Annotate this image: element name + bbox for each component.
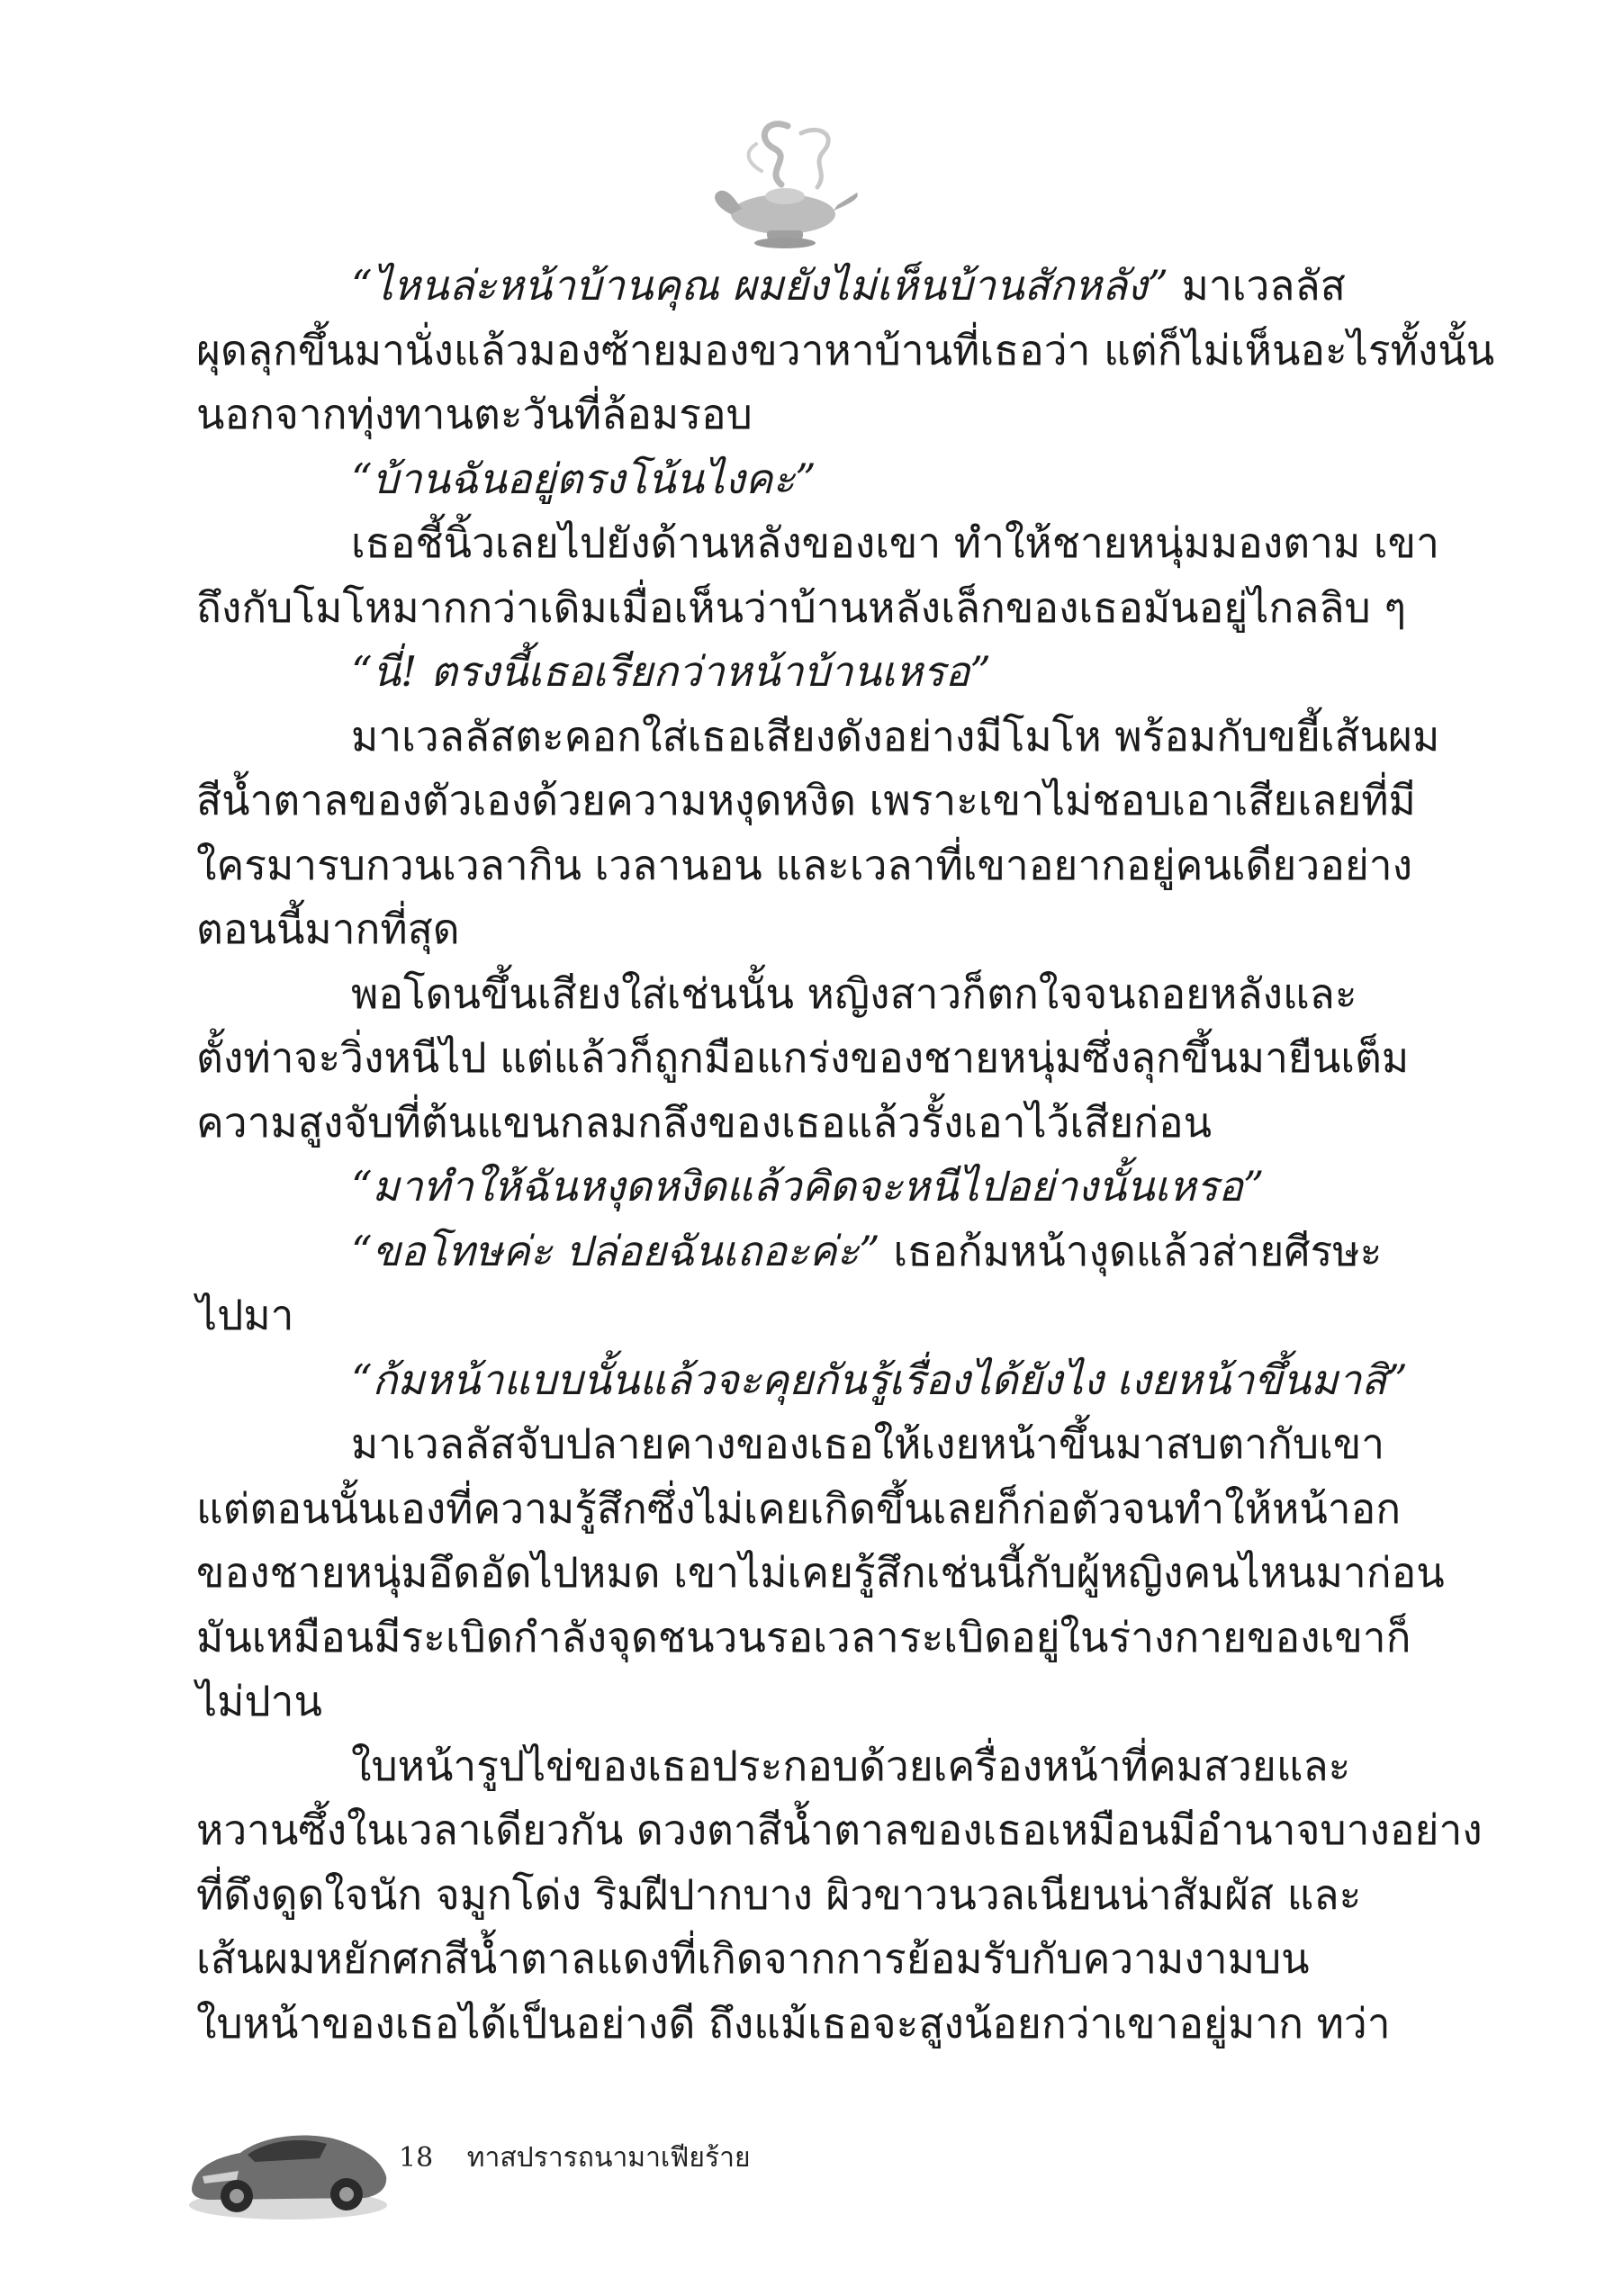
narration-text: ไปมา — [196, 1291, 294, 1339]
narration-text: มันเหมือนมีระเบิดกำลังจุดชนวนรอเวลาระเบิดอยู่ในร่างกายของเขาก็ — [196, 1612, 1411, 1661]
text-line — [196, 962, 1357, 1027]
body-text — [196, 254, 1495, 2056]
dialogue-text: “มาทำให้ฉันหงุดหงิดแล้วคิดจะหนีไปอย่างนั้นเหรอ” — [351, 1162, 1265, 1211]
dialogue-text: “ไหนล่ะหน้าบ้านคุณ ผมยังไม่เห็นบ้านสักหลัง” — [351, 261, 1168, 310]
narration-text: เส้นผมหยักศกสีน้ำตาลแดงที่เกิดจากการย้อมรับกับความงามบน — [196, 1934, 1310, 1983]
narration-text: นอกจากทุ่งทานตะวันที่ล้อมรอบ — [196, 390, 753, 438]
text-line — [196, 1477, 1402, 1542]
text-line — [196, 640, 1330, 705]
text-line — [196, 1670, 1330, 1734]
text-line — [196, 1026, 1410, 1091]
text-line — [196, 1348, 1408, 1413]
text-line — [196, 1863, 1362, 1928]
book-title: ทาสปรารถนามาเฟียร้าย — [466, 2142, 751, 2174]
text-line — [196, 1220, 1383, 1284]
narration-text: ของชายหนุ่มอึดอัดไปหมด เขาไม่เคยรู้สึกเช่นนี้กับผู้หญิงคนไหนมาก่อน — [196, 1548, 1445, 1597]
narration-text: มาเวลลัสตะคอกใส่เธอเสียงดังอย่างมีโมโห พร้อมกับขยี้เส้นผม — [351, 711, 1440, 761]
text-line — [196, 897, 1330, 962]
text-line — [196, 1798, 1483, 1863]
text-line — [196, 1541, 1445, 1606]
text-line — [196, 447, 1330, 512]
narration-text: ไม่ปาน — [196, 1677, 322, 1725]
narration-text: เธอชี้นิ้วเลยไปยังด้านหลังของเขา ทำให้ชายหนุ่มมองตาม เขา — [351, 518, 1439, 567]
narration-text: ถึงกับโมโหมากกว่าเดิมเมื่อเห็นว่าบ้านหลังเล็กของเธอมันอยู่ไกลลิบ ๆ — [196, 582, 1407, 632]
narration-text: เธอก้มหน้างุดแล้วส่ายศีรษะ — [879, 1226, 1383, 1275]
text-line — [196, 833, 1413, 898]
text-line — [196, 705, 1440, 770]
narration-text: สีน้ำตาลของตัวเองด้วยความหงุดหงิด เพราะเขาไม่ชอบเอาเสียเลยที่มี — [196, 776, 1416, 824]
narration-text: แต่ตอนนั้นเองที่ความรู้สึกซึ่งไม่เคยเกิดขึ้นเลยก็ก่อตัวจนทำให้หน้าอก — [196, 1483, 1402, 1533]
dialogue-text: “นี่! ตรงนี้เธอเรียกว่าหน้าบ้านเหรอ” — [351, 647, 991, 696]
genie-lamp-icon — [702, 108, 864, 261]
narration-text: มาเวลลัส — [1168, 261, 1346, 310]
narration-text: หวานซึ้งในเวลาเดียวกัน ดวงตาสีน้ำตาลของเธอเหมือนมีอำนาจบางอย่าง — [196, 1805, 1483, 1854]
text-line — [196, 1992, 1391, 2057]
narration-text: ใบหน้ารูปไข่ของเธอประกอบด้วยเครื่องหน้าที่คมสวยและ — [351, 1741, 1351, 1790]
narration-text: ตอนนี้มากที่สุด — [196, 905, 460, 953]
narration-text: ผุดลุกขึ้นมานั่งแล้วมองซ้ายมองขวาหาบ้านที่เธอว่า แต่ก็ไม่เห็นอะไรทั้งนั้น — [196, 325, 1495, 374]
page-footer — [399, 2140, 751, 2176]
sports-car-icon — [185, 2106, 392, 2223]
text-line — [196, 576, 1407, 641]
text-line — [196, 1283, 1330, 1348]
text-line — [196, 1734, 1351, 1799]
text-line — [196, 1412, 1385, 1477]
narration-text: ความสูงจับที่ต้นแขนกลมกลึงของเธอแล้วรั้งเอาไว้เสียก่อน — [196, 1097, 1213, 1147]
text-line — [196, 769, 1416, 833]
page-number: 18 — [399, 2142, 434, 2174]
narration-text: พอโดนขึ้นเสียงใส่เช่นนั้น หญิงสาวก็ตกใจจนถอยหลังและ — [351, 968, 1357, 1018]
text-line — [196, 1091, 1330, 1156]
text-line — [196, 511, 1439, 576]
dialogue-text: “บ้านฉันอยู่ตรงโน้นไงคะ” — [351, 454, 816, 503]
dialogue-text: “ก้มหน้าแบบนั้นแล้วจะคุยกันรู้เรื่องได้ยังไง เงยหน้าขึ้นมาสิ” — [351, 1355, 1408, 1404]
narration-text: มาเวลลัสจับปลายคางของเธอให้เงยหน้าขึ้นมาสบตากับเขา — [351, 1419, 1385, 1468]
dialogue-text: “ขอโทษค่ะ ปล่อยฉันเถอะค่ะ” — [351, 1226, 880, 1275]
narration-text: ที่ดึงดูดใจนัก จมูกโด่ง ริมฝีปากบาง ผิวขาวนวลเนียนน่าสัมผัส และ — [196, 1869, 1362, 1919]
text-line — [196, 1927, 1330, 1992]
text-line — [196, 319, 1495, 383]
text-line — [196, 1606, 1411, 1670]
narration-text: ใบหน้าของเธอได้เป็นอย่างดี ถึงแม้เธอจะสูงน้อยกว่าเขาอยู่มาก ทว่า — [196, 1998, 1391, 2048]
narration-text: ตั้งท่าจะวิ่งหนีไป แต่แล้วก็ถูกมือแกร่งของชายหนุ่มซึ่งลุกขึ้นมายืนเต็ม — [196, 1033, 1410, 1082]
text-line — [196, 1155, 1330, 1220]
text-line — [196, 383, 1330, 447]
narration-text: ใครมารบกวนเวลากิน เวลานอน และเวลาที่เขาอยากอยู่คนเดียวอย่าง — [196, 840, 1413, 889]
text-line — [196, 254, 1346, 319]
